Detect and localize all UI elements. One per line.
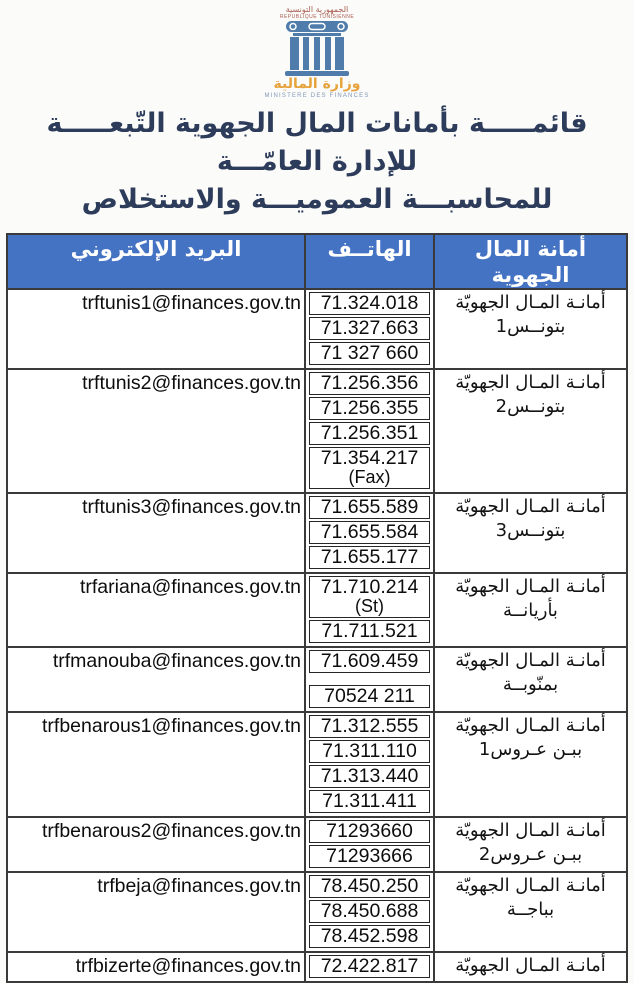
treasury-name-line1: أمانـة المـال الجهويّة — [455, 955, 606, 977]
phone-number: 71.256.355 — [320, 397, 419, 420]
phone-cell — [304, 494, 435, 572]
page-title — [0, 105, 634, 219]
phone-number: 71.256.356 — [320, 372, 419, 395]
treasury-name-line2: بأريانــة — [503, 600, 558, 622]
table-row — [8, 494, 626, 574]
treasury-name-cell — [435, 873, 626, 951]
treasury-name-line1: أمانـة المـال الجهويّة — [455, 875, 606, 897]
phone-number: 78.450.250 — [320, 875, 419, 898]
phone-note: (Fax) — [348, 467, 391, 488]
title-line-3: للمحاسبـــة العموميـــة والاستخلاص — [81, 184, 553, 216]
phone-number: 71 327 660 — [320, 342, 419, 365]
phone-number: 71.711.521 — [321, 620, 418, 643]
table-row — [8, 953, 626, 981]
ministry-name-french: MINISTERE DES FINANCES — [264, 92, 370, 99]
table-row — [8, 713, 626, 818]
email-cell — [8, 574, 304, 646]
treasury-name-cell — [435, 713, 626, 816]
phone-number-box — [309, 521, 430, 544]
phone-number: 71293660 — [326, 820, 413, 843]
title-line-2: للإدارة العامّـــة — [216, 146, 418, 178]
treasury-name-line2: بباجــة — [506, 899, 555, 921]
phone-number-box — [309, 845, 430, 868]
treasury-name-line1: أمانـة المـال الجهويّة — [455, 576, 606, 598]
phone-number: 71.354.217 — [320, 447, 419, 470]
phone-cell — [304, 953, 435, 981]
phone-number: 71293666 — [326, 845, 413, 868]
table-body — [8, 290, 626, 981]
phone-cell — [304, 873, 435, 951]
treasury-name-line2: ببـن عـروس1 — [478, 739, 583, 761]
email-cell — [8, 370, 304, 492]
phone-number-box — [309, 740, 430, 763]
treasury-name-cell — [435, 574, 626, 646]
email-address: trfbizerte@finances.gov.tn — [75, 955, 301, 978]
email-cell — [8, 953, 304, 981]
phone-number-box — [309, 546, 430, 569]
header-phone: الهاتــف — [304, 235, 435, 288]
treasury-name-line1: أمانـة المـال الجهويّة — [455, 820, 606, 842]
phone-number: 71.313.440 — [320, 765, 419, 788]
phone-number-box — [309, 317, 430, 340]
table-row — [8, 370, 626, 494]
treasury-name-line2: بتونــس3 — [495, 520, 566, 542]
phone-number-box — [309, 685, 430, 708]
phone-number: 71.609.459 — [320, 650, 419, 673]
email-cell — [8, 818, 304, 871]
phone-number: 70524 211 — [324, 685, 415, 708]
email-cell — [8, 713, 304, 816]
treasury-name-line1: أمانـة المـال الجهويّة — [455, 650, 606, 672]
phone-cell — [304, 713, 435, 816]
phone-number: 71.710.214 — [320, 576, 419, 599]
title-line-1: قائمـــــة بأمانات المال الجهوية التّبعـــــة — [46, 108, 588, 140]
phone-number-box — [309, 925, 430, 948]
phone-number-box — [309, 397, 430, 420]
header-email: البريد الإلكتروني — [70, 237, 242, 262]
phone-number-box — [309, 765, 430, 788]
email-cell — [8, 873, 304, 951]
phone-number: 71.327.663 — [320, 317, 419, 340]
table-row — [8, 818, 626, 873]
email-address: trftunis1@finances.gov.tn — [82, 292, 301, 315]
email-address: trfariana@finances.gov.tn — [79, 576, 301, 599]
phone-number: 71.256.351 — [320, 422, 419, 445]
phone-number: 71.311.110 — [322, 740, 417, 763]
treasury-name-line1: أمانـة المـال الجهويّة — [455, 292, 606, 314]
phone-number-box — [309, 576, 430, 618]
treasury-name-line1: أمانـة المـال الجهويّة — [455, 715, 606, 737]
republic-name-arabic: الجمهورية التونسية — [285, 5, 349, 14]
phone-number: 71.324.018 — [320, 292, 419, 315]
phone-number: 71.655.177 — [320, 546, 419, 569]
phone-cell — [304, 818, 435, 871]
phone-cell — [304, 290, 435, 368]
phone-number: 72.422.817 — [320, 955, 419, 978]
table-header-row — [8, 235, 626, 290]
table-row — [8, 648, 626, 713]
table-row — [8, 574, 626, 648]
email-address: trftunis2@finances.gov.tn — [82, 372, 301, 395]
phone-number-box — [309, 422, 430, 445]
treasury-name-line1: أمانـة المـال الجهويّة — [455, 496, 606, 518]
treasury-name-line2: بتونــس2 — [495, 396, 566, 418]
email-cell — [8, 648, 304, 711]
phone-number-box — [309, 372, 430, 395]
treasury-name-cell — [435, 818, 626, 871]
phone-number-box — [309, 715, 430, 738]
republic-name-french: REPUBLIQUE TUNISIENNE — [279, 13, 355, 20]
email-cell — [8, 290, 304, 368]
treasury-name-line2: بمنّوبــة — [502, 674, 559, 696]
phone-number-box — [309, 650, 430, 673]
phone-number: 78.452.598 — [320, 925, 419, 948]
phone-number: 71.312.555 — [320, 715, 419, 738]
phone-number-box — [309, 790, 430, 813]
phone-number-box — [309, 875, 430, 898]
phone-number-box — [309, 955, 430, 978]
ministry-logo — [0, 0, 634, 99]
phone-number: 71.311.411 — [322, 790, 417, 813]
phone-cell — [304, 370, 435, 492]
phone-note: (St) — [355, 596, 384, 617]
phone-number-box — [309, 292, 430, 315]
email-address: trfbeja@finances.gov.tn — [97, 875, 301, 898]
phone-number-box — [309, 620, 430, 643]
email-address: trfmanouba@finances.gov.tn — [52, 650, 301, 673]
treasury-name-cell — [435, 953, 626, 981]
email-address: trftunis3@finances.gov.tn — [82, 496, 301, 519]
phone-number-box — [309, 447, 430, 489]
header-treasury-name: أمانة المال الجهوية — [474, 237, 587, 288]
treasury-name-cell — [435, 494, 626, 572]
phone-cell — [304, 648, 435, 711]
phone-number: 71.655.584 — [320, 521, 419, 544]
ministry-name-arabic: وزارة المالية — [273, 76, 361, 93]
phone-number-box — [309, 820, 430, 843]
phone-number-box — [309, 342, 430, 365]
phone-number-box — [309, 900, 430, 923]
table-row — [8, 873, 626, 953]
column-pillar-icon — [273, 21, 361, 77]
treasury-name-line1: أمانـة المـال الجهويّة — [455, 372, 606, 394]
email-cell — [8, 494, 304, 572]
treasury-name-cell — [435, 290, 626, 368]
phone-number-box — [309, 496, 430, 519]
phone-number: 71.655.589 — [320, 496, 419, 519]
phone-cell — [304, 574, 435, 646]
phone-number: 78.450.688 — [320, 900, 419, 923]
treasury-name-line2: بتونــس1 — [495, 316, 566, 338]
contacts-table — [6, 233, 628, 983]
treasury-name-line2: ببـن عـروس2 — [478, 844, 583, 866]
treasury-name-cell — [435, 370, 626, 492]
email-address: trfbenarous1@finances.gov.tn — [41, 715, 301, 738]
table-row — [8, 290, 626, 370]
treasury-name-cell — [435, 648, 626, 711]
email-address: trfbenarous2@finances.gov.tn — [41, 820, 301, 843]
